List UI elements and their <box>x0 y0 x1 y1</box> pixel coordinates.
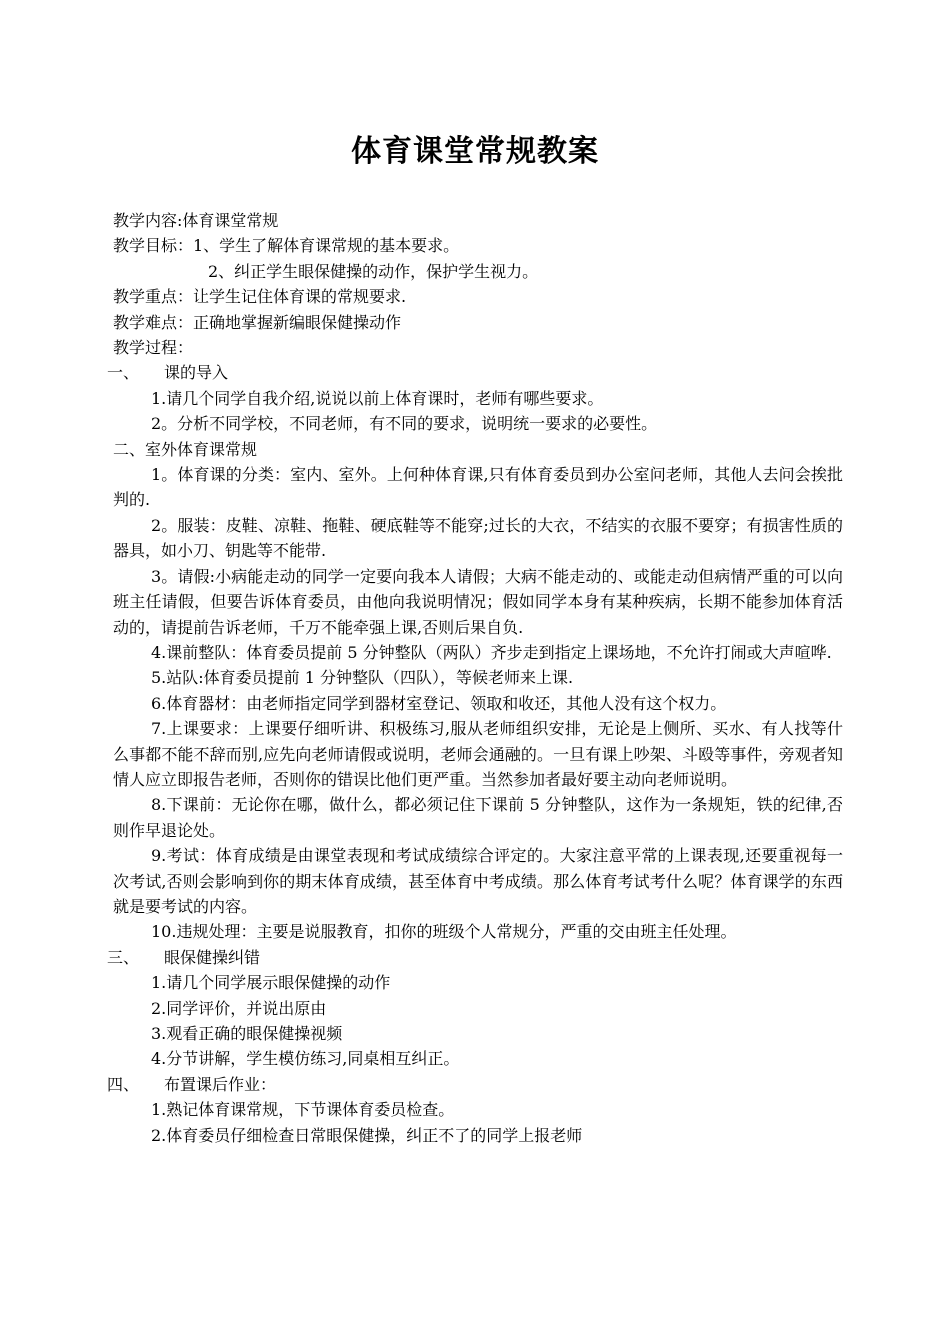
section-2-paragraph: 3。请假:小病能走动的同学一定要向我本人请假；大病不能走动的、或能走动但病情严重的可以向班主任请假，但要告诉体育委员，由他向我说明情况；假如同学本身有某种疾病，长期不能参加体育活动的，请提前告诉老师，千万不能牵强上课,否则后果自负. <box>113 566 843 637</box>
section-1-number: 一、 <box>107 363 140 383</box>
section-1-item: 1.请几个同学自我介绍,说说以前上体育课时，老师有哪些要求。 <box>151 388 604 408</box>
document-title: 体育课堂常规教案 <box>351 134 599 169</box>
section-2-paragraph: 7.上课要求：上课要仔细听讲、积极练习,服从老师组织安排，无论是上侧所、买水、有人找等什么事都不能不辞而别,应先向老师请假或说明，老师会通融的。一旦有课上吵架、斗殴等事件，旁观者知情人应立即报告老师，否则你的错误比他们更严重。当然参加者最好要主动向老师说明。 <box>113 719 843 789</box>
section-2-heading: 二、室外体育课常规 <box>113 439 258 459</box>
section-3-item: 2.同学评价，并说出原由 <box>151 998 327 1018</box>
section-4-heading <box>107 1072 843 1097</box>
section-2-paragraph: 1。体育课的分类：室内、室外。上何种体育课,只有体育委员到办公室问老师，其他人去问会挨批判的. <box>113 465 843 510</box>
section-3-item: 3.观看正确的眼保健操视频 <box>151 1024 343 1043</box>
document-body <box>107 208 843 1148</box>
section-2-paragraph: 5.站队:体育委员提前 1 分钟整队（四队），等候老师来上课. <box>151 668 574 688</box>
teaching-goal-2: 2、纠正学生眼保健操的动作，保护学生视力。 <box>208 261 539 281</box>
teaching-difficulty: 教学难点：正确地掌握新编眼保健操动作 <box>113 312 402 332</box>
teaching-content: 教学内容:体育课堂常规 <box>113 211 279 230</box>
section-3-item: 1.请几个同学展示眼保健操的动作 <box>151 973 391 993</box>
section-4-item: 2.体育委员仔细检查日常眼保健操，纠正不了的同学上报老师 <box>151 1125 583 1145</box>
section-2-paragraph: 6.体育器材：由老师指定同学到器材室登记、领取和收还，其他人没有这个权力。 <box>151 693 727 713</box>
section-4-number: 四、 <box>107 1074 140 1094</box>
section-3-number: 三、 <box>107 947 140 967</box>
teaching-process-label: 教学过程： <box>113 338 194 358</box>
teaching-key-point: 教学重点：让学生记住体育课的常规要求. <box>113 287 407 307</box>
section-1-item: 2。分析不同学校，不同老师，有不同的要求，说明统一要求的必要性。 <box>151 414 658 434</box>
section-3-item: 4.分节讲解，学生模仿练习,同桌相互纠正。 <box>151 1049 460 1069</box>
section-4-item: 1.熟记体育课常规，下节课体育委员检查。 <box>151 1100 455 1120</box>
section-3-heading <box>107 945 843 970</box>
section-2-paragraph: 10.违规处理：主要是说服教育，扣你的班级个人常规分，严重的交由班主任处理。 <box>151 922 737 942</box>
section-1-title: 课的导入 <box>164 363 229 383</box>
section-4-title: 布置课后作业： <box>164 1074 277 1094</box>
teaching-goal-1: 教学目标：1、学生了解体育课常规的基本要求。 <box>113 236 460 256</box>
section-2-paragraph: 8.下课前：无论你在哪，做什么，都必须记住下课前 5 分钟整队，这作为一条规矩，铁的纪律,否则作早退论处。 <box>113 795 843 840</box>
section-2-paragraph: 9.考试：体育成绩是由课堂表现和考试成绩综合评定的。大家注意平常的上课表现,还要重视每一次考试,否则会影响到你的期末体育成绩，甚至体育中考成绩。那么体育考试考什么呢？体育课学的东西就是要考试的内容。 <box>113 846 843 916</box>
section-2-paragraph: 2。服装：皮鞋、凉鞋、拖鞋、硬底鞋等不能穿;过长的大衣，不结实的衣服不要穿；有损害性质的器具，如小刀、钥匙等不能带. <box>113 515 843 561</box>
section-3-title: 眼保健操纠错 <box>164 947 261 967</box>
section-1-heading <box>107 360 843 385</box>
section-2-paragraph: 4.课前整队：体育委员提前 5 分钟整队（两队）齐步走到指定上课场地，不允许打闹或大声喧哗. <box>151 642 832 662</box>
